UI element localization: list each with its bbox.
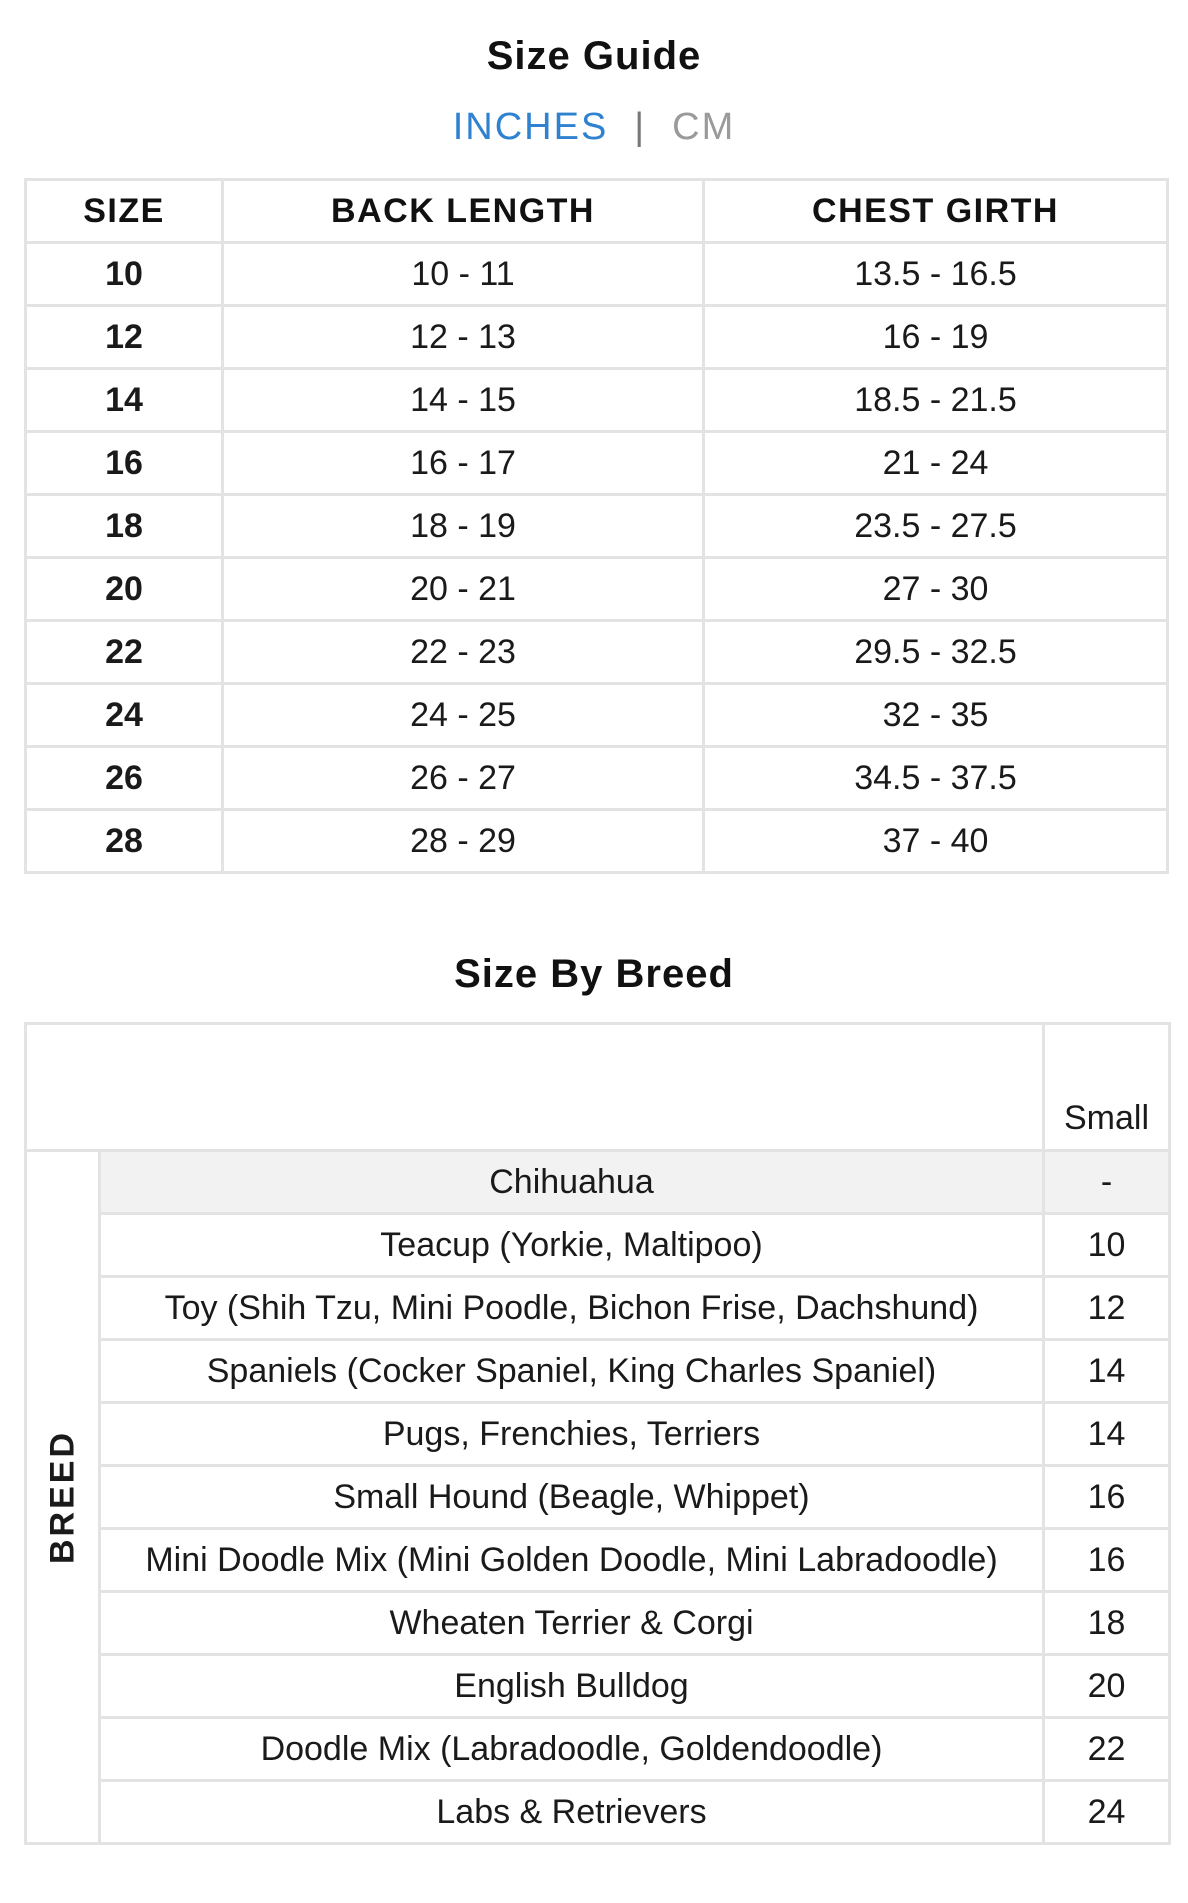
header-back-length: BACK LENGTH [223,180,704,243]
breed-name: Labs & Retrievers [100,1781,1044,1844]
chest-girth-value: 29.5 - 32.5 [704,621,1168,684]
table-row [26,1592,1170,1655]
small-column-header: Small [1044,1087,1170,1151]
breed-header-row [26,1087,1170,1151]
table-row [26,369,1168,432]
size-guide-title: Size Guide [486,34,702,78]
table-row [26,432,1168,495]
size-by-breed-table [24,1022,1171,1845]
blank-header-cell [26,1024,1044,1088]
table-row [26,1151,1170,1214]
breed-size: 16 [1044,1529,1170,1592]
back-length-value: 26 - 27 [223,747,704,810]
breed-size: 22 [1044,1718,1170,1781]
table-row [26,495,1168,558]
chest-girth-value: 16 - 19 [704,306,1168,369]
breed-name: Toy (Shih Tzu, Mini Poodle, Bichon Frise, Dachshund) [100,1277,1044,1340]
size-value: 26 [26,747,223,810]
back-length-value: 14 - 15 [223,369,704,432]
table-row [26,747,1168,810]
breed-size: 24 [1044,1781,1170,1844]
table-row [26,1403,1170,1466]
cm-tab[interactable]: CM [672,106,736,148]
chest-girth-value: 27 - 30 [704,558,1168,621]
header-chest-girth: CHEST GIRTH [704,180,1168,243]
back-length-value: 10 - 11 [223,243,704,306]
back-length-value: 28 - 29 [223,810,704,873]
breed-size: 14 [1044,1403,1170,1466]
inches-tab[interactable]: INCHES [452,106,609,148]
chest-girth-value: 23.5 - 27.5 [704,495,1168,558]
table-row [26,1718,1170,1781]
size-value: 28 [26,810,223,873]
breed-size: 12 [1044,1277,1170,1340]
breed-name: Doodle Mix (Labradoodle, Goldendoodle) [100,1718,1044,1781]
table-row [26,810,1168,873]
breed-name: Wheaten Terrier & Corgi [100,1592,1044,1655]
chest-girth-value: 37 - 40 [704,810,1168,873]
size-guide-header-row [26,180,1168,243]
chest-girth-value: 21 - 24 [704,432,1168,495]
table-row [26,1655,1170,1718]
breed-side-label: BREED [43,1429,81,1565]
blank-header-cell [26,1087,1044,1151]
back-length-value: 20 - 21 [223,558,704,621]
breed-name: Chihuahua [100,1151,1044,1214]
back-length-value: 24 - 25 [223,684,704,747]
breed-size: 18 [1044,1592,1170,1655]
chest-girth-value: 13.5 - 16.5 [704,243,1168,306]
unit-separator: | [634,106,647,148]
breed-size: 16 [1044,1466,1170,1529]
breed-side-label-cell [26,1151,100,1844]
table-row [26,621,1168,684]
size-value: 12 [26,306,223,369]
size-value: 14 [26,369,223,432]
breed-size: - [1044,1151,1170,1214]
size-value: 10 [26,243,223,306]
table-row [26,1214,1170,1277]
breed-name: Pugs, Frenchies, Terriers [100,1403,1044,1466]
breed-size: 14 [1044,1340,1170,1403]
back-length-value: 22 - 23 [223,621,704,684]
table-row [26,1340,1170,1403]
table-row [26,306,1168,369]
size-value: 24 [26,684,223,747]
breed-header-top-row [26,1024,1170,1088]
blank-size-header-cell [1044,1024,1170,1088]
table-row [26,1466,1170,1529]
size-by-breed-title: Size By Breed [454,952,734,996]
table-row [26,1529,1170,1592]
size-value: 18 [26,495,223,558]
chest-girth-value: 34.5 - 37.5 [704,747,1168,810]
table-row [26,684,1168,747]
breed-size: 20 [1044,1655,1170,1718]
chest-girth-value: 32 - 35 [704,684,1168,747]
breed-name: English Bulldog [100,1655,1044,1718]
table-row [26,1277,1170,1340]
size-value: 20 [26,558,223,621]
breed-name: Spaniels (Cocker Spaniel, King Charles Spaniel) [100,1340,1044,1403]
breed-name: Teacup (Yorkie, Maltipoo) [100,1214,1044,1277]
chest-girth-value: 18.5 - 21.5 [704,369,1168,432]
back-length-value: 18 - 19 [223,495,704,558]
back-length-value: 12 - 13 [223,306,704,369]
breed-size: 10 [1044,1214,1170,1277]
back-length-value: 16 - 17 [223,432,704,495]
breed-name: Mini Doodle Mix (Mini Golden Doodle, Mini Labradoodle) [100,1529,1044,1592]
header-size: SIZE [26,180,223,243]
table-row [26,243,1168,306]
breed-name: Small Hound (Beagle, Whippet) [100,1466,1044,1529]
size-value: 16 [26,432,223,495]
size-guide-table [24,178,1169,874]
table-row [26,558,1168,621]
table-row [26,1781,1170,1844]
unit-toggle [0,106,1188,149]
size-value: 22 [26,621,223,684]
